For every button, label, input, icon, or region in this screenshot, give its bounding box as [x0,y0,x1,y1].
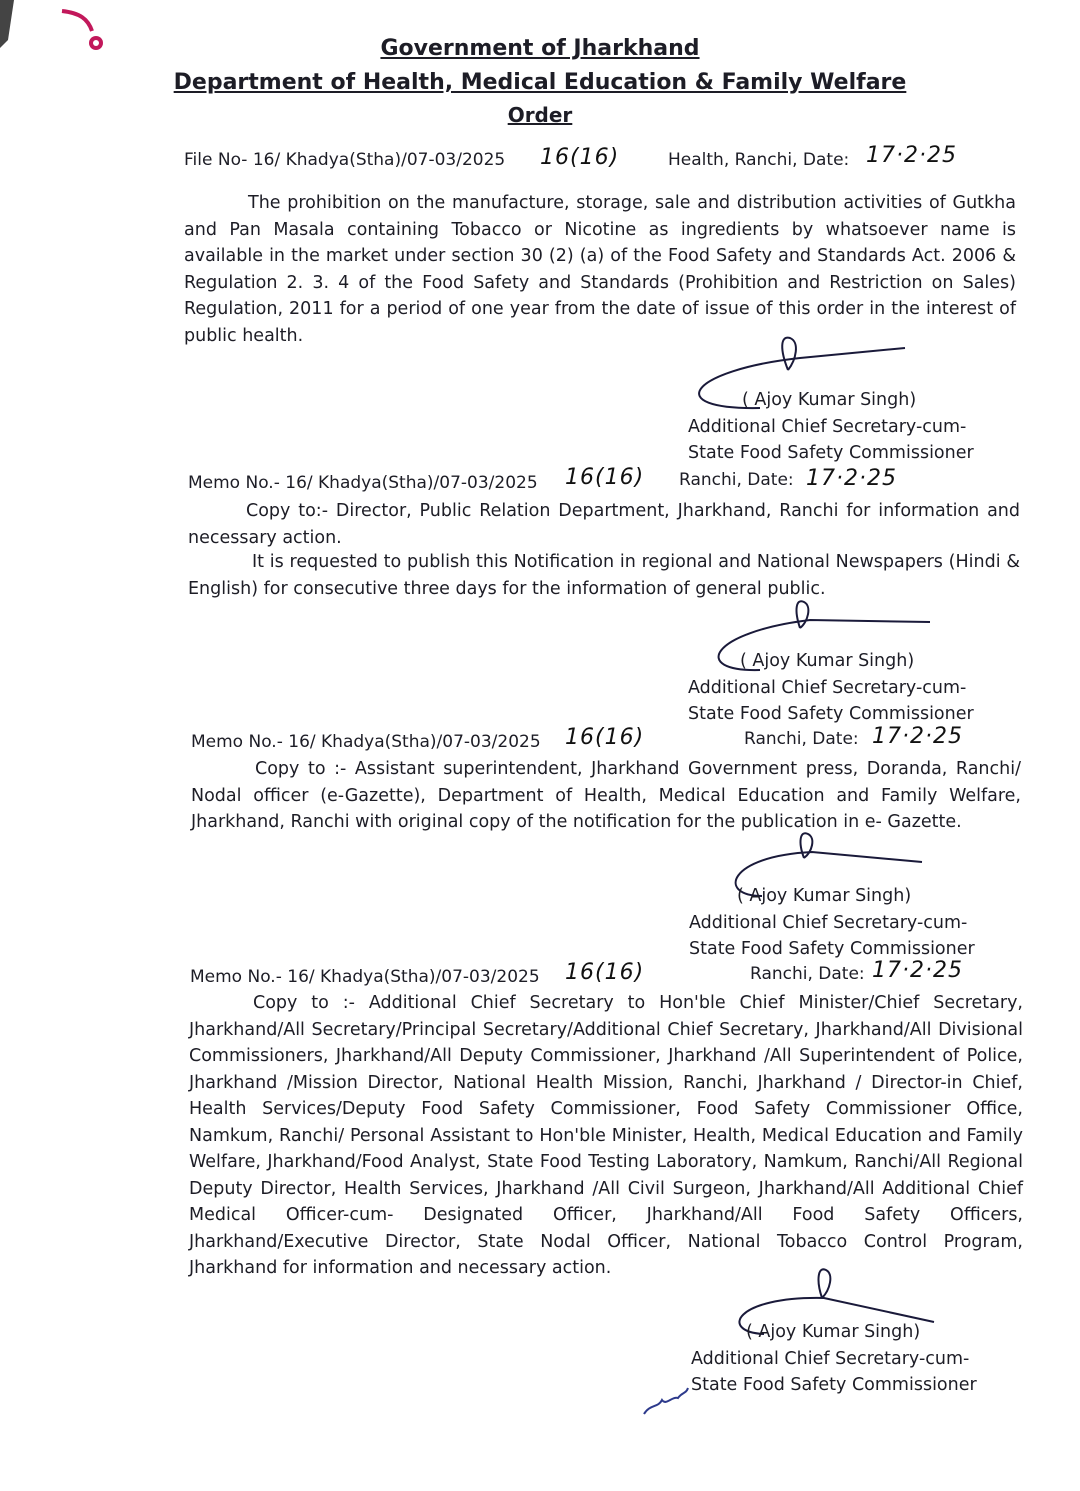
memo2-date-handwritten: 17·2·25 [872,724,963,749]
memo1-copy-to: Copy to:- Director, Public Relation Department, Jharkhand, Ranchi for information and necessary action. [188,501,1020,548]
signatory-name-4: ( Ajoy Kumar Singh) [746,1322,921,1342]
memo2-number: Memo No.- 16/ Khadya(Stha)/07-03/2025 [191,732,541,752]
order-body: The prohibition on the manufacture, storage, sale and distribution activities of Gutkha and Pan Masala containing Tobacco or Nicotine as ingredients by whatsoever name is available in the market under section 30 (2) (a) of the Food Safety and Standards Act. 2006 & Regulation 2. 3. 4 of the Food Safety and Standards (Prohibition and Restriction on Sales) Regulation, 2011 for a period of one year from the date of issue of this order in the interest of public health. [184,193,1016,346]
order-place-date: Health, Ranchi, Date: [668,150,850,170]
signatory-designation-2b: State Food Safety Commissioner [688,704,974,724]
signatory-name-1: ( Ajoy Kumar Singh) [742,390,917,410]
government-title: Government of Jharkhand [380,36,700,61]
memo1-number: Memo No.- 16/ Khadya(Stha)/07-03/2025 [188,473,538,493]
file-number: File No- 16/ Khadya(Stha)/07-03/2025 [184,150,506,170]
signatory-name-2: ( Ajoy Kumar Singh) [740,651,915,671]
department-title: Department of Health, Medical Education & Family Welfare [173,70,907,95]
order-date-handwritten: 17·2·25 [866,143,957,168]
memo2-number-handwritten: 16(16) [565,725,645,750]
file-number-handwritten: 16(16) [540,145,620,170]
document-type: Order [507,103,573,127]
memo1-number-handwritten: 16(16) [565,465,645,490]
signatory-designation-4a: Additional Chief Secretary-cum- [691,1349,970,1369]
signatory-designation-2a: Additional Chief Secretary-cum- [688,678,967,698]
initial-stamp-icon [640,1384,692,1420]
memo1-place-date: Ranchi, Date: [679,470,794,490]
signatory-name-3: ( Ajoy Kumar Singh) [737,886,912,906]
signatory-designation-4b: State Food Safety Commissioner [691,1375,977,1395]
memo2-copy-to: Copy to :- Assistant superintendent, Jharkhand Government press, Doranda, Ranchi/ Nodal officer (e-Gazette), Department of Health, Medical Education and Family Welfare, Jharkhand, Ranchi with original copy of the notification for the publication in e- Gazette. [191,759,1021,832]
memo3-number: Memo No.- 16/ Khadya(Stha)/07-03/2025 [190,967,540,987]
signatory-designation-3b: State Food Safety Commissioner [689,939,975,959]
memo1-request: It is requested to publish this Notification in regional and National Newspapers (Hindi & English) for consecutive three days for the information of general public. [188,552,1020,599]
letterhead [0,32,1080,130]
memo3-copy-to: Copy to :- Additional Chief Secretary to Hon'ble Chief Minister/Chief Secretary, Jharkhand/All Secretary/Principal Secretary/Additional Chief Secretary, Jharkhand/All Divisional Commissioners, Jharkhand/All Deputy Commissioner, Jharkhand /All Superintendent of Police, Jharkhand /Mission Director, National Health Mission, Ranchi, Jharkhand / Director-in Chief, Health Services/Deputy Food Safety Commissioner, Food Safety Commissioner Office, Namkum, Ranchi/ Personal Assistant to Hon'ble Minister, Health, Medical Education and Family Welfare, Jharkhand/Food Analyst, State Food Testing Laboratory, Namkum, Ranchi/All Regional Deputy Director, Health Services, Jharkhand /All Civil Surgeon, Jharkhand/All Additional Chief Medical Officer-cum- Designated Officer, Jharkhand/All Food Safety Officers, Jharkhand/Executive Director, State Nodal Officer, National Tobacco Control Program, Jharkhand for information and necessary action. [189,993,1023,1278]
signatory-designation-1b: State Food Safety Commissioner [688,443,974,463]
signatory-designation-3a: Additional Chief Secretary-cum- [689,913,968,933]
memo3-place-date: Ranchi, Date: [750,964,865,984]
memo2-place-date: Ranchi, Date: [744,729,859,749]
memo3-number-handwritten: 16(16) [565,960,645,985]
signatory-designation-1a: Additional Chief Secretary-cum- [688,417,967,437]
memo1-date-handwritten: 17·2·25 [806,466,897,491]
memo3-date-handwritten: 17·2·25 [872,958,963,983]
